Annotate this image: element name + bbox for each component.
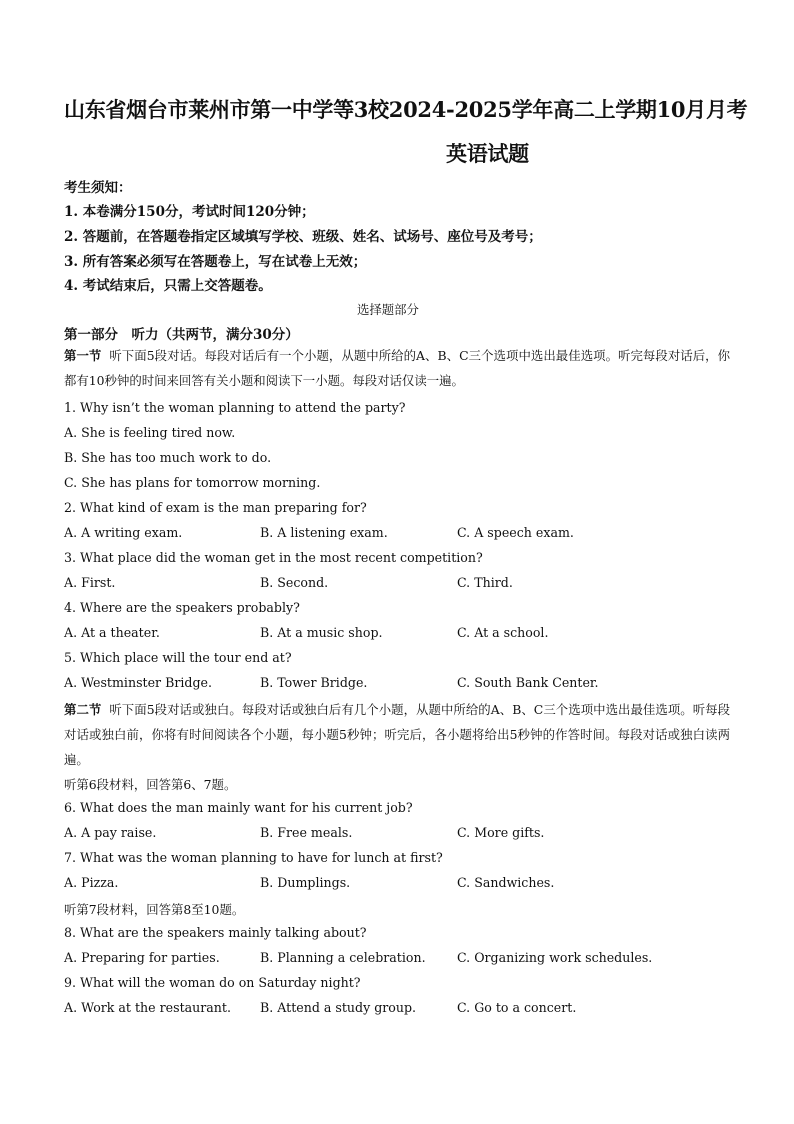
q7-option-a: A. Pizza. [64,875,119,890]
q1-option-a: A. She is feeling tired now. [64,425,236,440]
section2-text: 听下面5段对话或独白。每段对话或独白后有几个小题，从题中所给的A、B、C三个选项中选出最佳选项。听每段对话或独白前，你将有时间阅读各个小题，每小题5秒钟；听完后，各小题将给出5秒钟的作答时间。每段对话或独白读两遍。 [64,702,731,767]
q5-option-a: A. Westminster Bridge. [64,675,212,690]
q3-option-c: C. Third. [457,575,513,590]
section1-instructions [64,343,730,393]
notice-item-3: 3. 所有答案必须写在答题卷上，写在试卷上无效； [64,254,367,270]
q6-option-a: A. A pay raise. [64,825,157,840]
q8-option-a: A. Preparing for parties. [64,950,220,965]
q5-option-c: C. South Bank Center. [457,675,599,690]
section-heading: 第一部分 听力（共两节，满分30分） [64,327,299,343]
exam-title-line2: 英语试题 [446,141,529,166]
q3-option-a: A. First. [64,575,116,590]
q5-question: 5. Which place will the tour end at? [64,650,292,665]
q1-option-c: C. She has plans for tomorrow morning. [64,475,321,490]
q2-question: 2. What kind of exam is the man preparing for? [64,500,367,515]
q9-question: 9. What will the woman do on Saturday night? [64,975,361,990]
section2-label: 第二节 [64,702,102,717]
notice-item-4: 4. 考试结束后，只需上交答题卷。 [64,278,272,294]
q4-option-c: C. At a school. [457,625,549,640]
notice-heading: 考生须知： [64,180,132,196]
exam-title-line1: 山东省烟台市莱州市第一中学等3校2024-2025学年高二上学期10月月考 [64,97,748,122]
q2-option-b: B. A listening exam. [260,525,388,540]
notice-item-2: 2. 答题前，在答题卷指定区域填写学校、班级、姓名、试场号、座位号及考号； [64,229,542,245]
notice-item-1: 1. 本卷满分150分，考试时间120分钟； [64,204,315,220]
q4-option-b: B. At a music shop. [260,625,383,640]
q7-option-b: B. Dumplings. [260,875,351,890]
q8-option-c: C. Organizing work schedules. [457,950,653,965]
q4-option-a: A. At a theater. [64,625,160,640]
q5-option-b: B. Tower Bridge. [260,675,368,690]
q8-question: 8. What are the speakers mainly talking about? [64,925,367,940]
material-6-note: 听第6段材料，回答第6、7题。 [64,777,237,792]
q1-option-b: B. She has too much work to do. [64,450,272,465]
q9-option-c: C. Go to a concert. [457,1000,577,1015]
q4-question: 4. Where are the speakers probably? [64,600,300,615]
q9-option-a: A. Work at the restaurant. [64,1000,231,1015]
q9-option-b: B. Attend a study group. [260,1000,417,1015]
q1-question: 1. Why isn’t the woman planning to attend the party? [64,400,406,415]
q7-question: 7. What was the woman planning to have for lunch at first? [64,850,443,865]
q8-option-b: B. Planning a celebration. [260,950,426,965]
section2-instructions [64,697,730,772]
q6-option-b: B. Free meals. [260,825,353,840]
q7-option-c: C. Sandwiches. [457,875,555,890]
q3-option-b: B. Second. [260,575,329,590]
q2-option-c: C. A speech exam. [457,525,574,540]
q6-option-c: C. More gifts. [457,825,545,840]
material-7-note: 听第7段材料，回答第8至10题。 [64,902,245,917]
q3-question: 3. What place did the woman get in the most recent competition? [64,550,483,565]
section1-text: 听下面5段对话。每段对话后有一个小题，从题中所给的A、B、C三个选项中选出最佳选项。听完每段对话后，你都有10秒钟的时间来回答有关小题和阅读下一小题。每段对话仅读一遍。 [64,348,731,388]
section1-label: 第一节 [64,348,102,363]
q6-question: 6. What does the man mainly want for his current job? [64,800,413,815]
part-heading: 选择题部分 [357,302,419,317]
q2-option-a: A. A writing exam. [64,525,183,540]
